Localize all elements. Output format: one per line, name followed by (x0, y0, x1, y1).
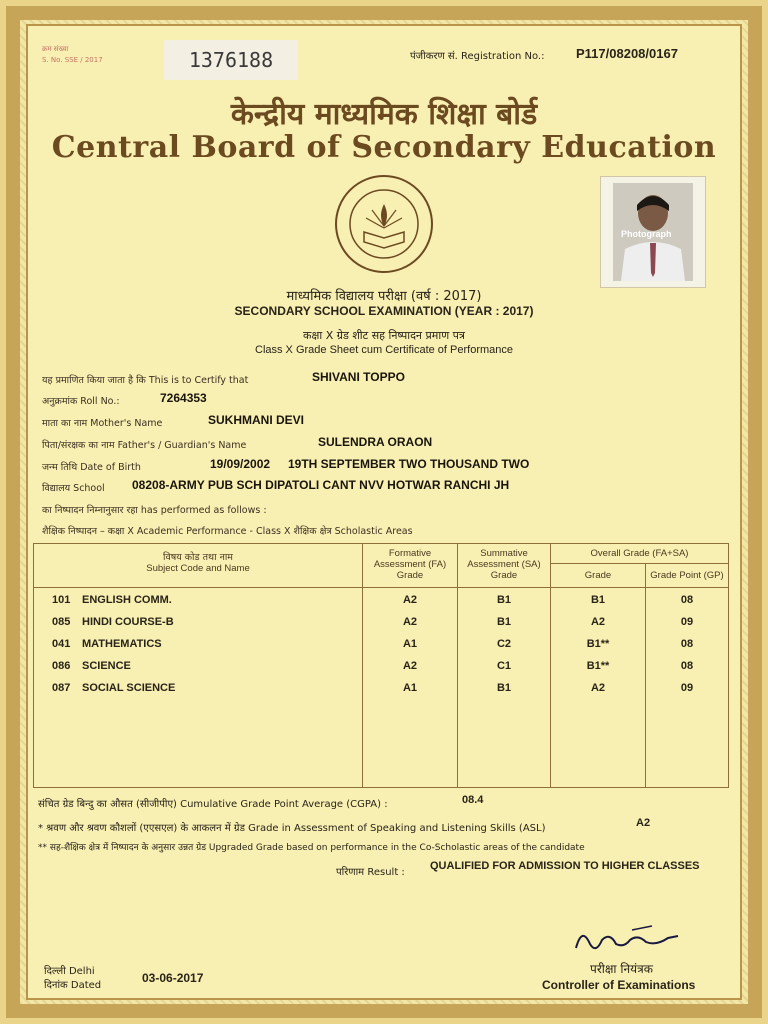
school-name: 08208-ARMY PUB SCH DIPATOLI CANT NVV HOTWAR RANCHI JH (132, 478, 510, 492)
result-value: QUALIFIED FOR ADMISSION TO HIGHER CLASSES (430, 860, 700, 872)
issue-date: 03-06-2017 (142, 971, 204, 985)
overall-grade: B1** (586, 638, 610, 650)
upgraded-grade-note: ** सह-शैक्षिक क्षेत्र में निष्पादन के अनुसार उन्नत ग्रेड Upgraded Grade based on performance in the Co-Scholastic areas of the candidate (38, 843, 585, 853)
subject-name: HINDI COURSE-B (82, 616, 174, 628)
fa-grade: A1 (402, 682, 418, 694)
subject-name: ENGLISH COMM. (82, 594, 172, 606)
subject-header-english: Subject Code and Name (146, 563, 250, 574)
candidate-name: SHIVANI TOPPO (312, 370, 405, 384)
registration-label: पंजीकरण सं. Registration No.: (410, 51, 545, 62)
table-row (52, 616, 362, 638)
sa-column (458, 588, 551, 788)
school-label: विद्यालय School (42, 483, 105, 494)
marks-table (33, 543, 729, 788)
asl-label: * श्रवण और श्रवण कौशलों (एएसएल) के आकलन में ग्रेड Grade in Assessment of Speaking and Listening Skills (ASL) (38, 823, 546, 834)
sa-grade: C1 (496, 660, 512, 672)
father-label: पिता/संरक्षक का नाम Father's / Guardian's Name (42, 440, 247, 451)
subject-code: 041 (52, 638, 71, 650)
grade-point: 09 (680, 616, 694, 628)
controller-title-hindi: परीक्षा नियंत्रक (590, 962, 653, 976)
performed-label: का निष्पादन निम्नानुसार रहा has performed as follows : (42, 505, 267, 516)
subject-column (34, 588, 363, 788)
table-row (52, 660, 362, 682)
dob-words: 19TH SEPTEMBER TWO THOUSAND TWO (288, 457, 530, 471)
result-label: परिणाम Result : (336, 867, 405, 878)
overall-grade: B1 (590, 594, 606, 606)
sa-header: Summative Assessment (SA) Grade (458, 544, 551, 588)
sa-grade: B1 (496, 616, 512, 628)
overall-header: Overall Grade (FA+SA) (551, 544, 729, 564)
father-name: SULENDRA ORAON (318, 435, 433, 449)
subject-code: 087 (52, 682, 71, 694)
registration-number: P117/08208/0167 (576, 46, 678, 61)
mother-label: माता का नाम Mother's Name (42, 418, 163, 429)
subject-header (34, 544, 363, 588)
sa-grade: B1 (496, 682, 512, 694)
fa-grade: A1 (402, 638, 418, 650)
roll-label: अनुक्रमांक Roll No.: (42, 396, 120, 407)
fa-grade: A2 (402, 616, 418, 628)
overall-grade: A2 (590, 616, 606, 628)
cgpa-value: 08.4 (462, 794, 484, 806)
exam-title-english: SECONDARY SCHOOL EXAMINATION (YEAR : 2017) (234, 304, 534, 318)
sa-grade: B1 (496, 594, 512, 606)
serial-stamp (42, 44, 103, 66)
grade-column (551, 588, 646, 788)
place-date-label (44, 965, 101, 993)
fa-grade: A2 (402, 660, 418, 672)
table-row (52, 682, 362, 704)
fa-header: Formative Assessment (FA) Grade (363, 544, 458, 588)
certificate-subtitle-hindi: कक्षा X ग्रेड शीट सह निष्पादन प्रमाण पत्र (303, 329, 465, 342)
academic-performance-label: शैक्षिक निष्पादन – कक्षा X Academic Performance - Class X शैक्षिक क्षेत्र Scholastic Areas (42, 526, 413, 537)
candidate-photo (600, 176, 706, 288)
grade-point: 09 (680, 682, 694, 694)
stamp-line-2: S. No. SSE / 2017 (42, 56, 103, 64)
controller-title-english: Controller of Examinations (542, 978, 696, 992)
certify-label: यह प्रमाणित किया जाता है कि This is to Certify that (42, 375, 249, 386)
subject-header-hindi: विषय कोड तथा नाम (162, 552, 233, 563)
photo-label: Photograph (621, 229, 672, 239)
dated-label: दिनांक Dated (44, 980, 102, 991)
overall-grade: B1** (586, 660, 610, 672)
subject-code: 086 (52, 660, 71, 672)
subject-code: 085 (52, 616, 71, 628)
dob-label: जन्म तिथि Date of Birth (42, 462, 141, 473)
certificate-subtitle-english: Class X Grade Sheet cum Certificate of Performance (255, 344, 513, 356)
cbse-seal-logo (334, 174, 434, 274)
fa-column (363, 588, 458, 788)
sa-grade: C2 (496, 638, 512, 650)
table-row (52, 638, 362, 660)
board-name-english: Central Board of Secondary Education (51, 130, 717, 165)
dob-value: 19/09/2002 (210, 457, 271, 471)
subject-code: 101 (52, 594, 71, 606)
board-name-hindi: केन्द्रीय माध्यमिक शिक्षा बोर्ड (230, 97, 538, 132)
roll-number: 7264353 (160, 391, 207, 405)
serial-number: 1376188 (164, 40, 298, 80)
place-label: दिल्ली Delhi (44, 966, 95, 977)
overall-grade: A2 (590, 682, 606, 694)
stamp-line-1: क्रम संख्या (42, 45, 69, 53)
subject-name: MATHEMATICS (82, 638, 162, 650)
fa-grade: A2 (402, 594, 418, 606)
grade-point: 08 (680, 660, 694, 672)
gp-column (646, 588, 729, 788)
subject-name: SOCIAL SCIENCE (82, 682, 176, 694)
exam-title-hindi: माध्यमिक विद्यालय परीक्षा (वर्ष : 2017) (286, 289, 482, 304)
gp-header: Grade Point (GP) (646, 564, 729, 588)
subject-name: SCIENCE (82, 660, 131, 672)
asl-value: A2 (636, 817, 651, 829)
grade-point: 08 (680, 638, 694, 650)
grade-header: Grade (551, 564, 646, 588)
cgpa-label: संचित ग्रेड बिन्दु का औसत (सीजीपीए) Cumulative Grade Point Average (CGPA) : (38, 799, 388, 810)
table-row (52, 594, 362, 616)
mother-name: SUKHMANI DEVI (208, 413, 305, 427)
grade-point: 08 (680, 594, 694, 606)
controller-signature (572, 918, 682, 958)
